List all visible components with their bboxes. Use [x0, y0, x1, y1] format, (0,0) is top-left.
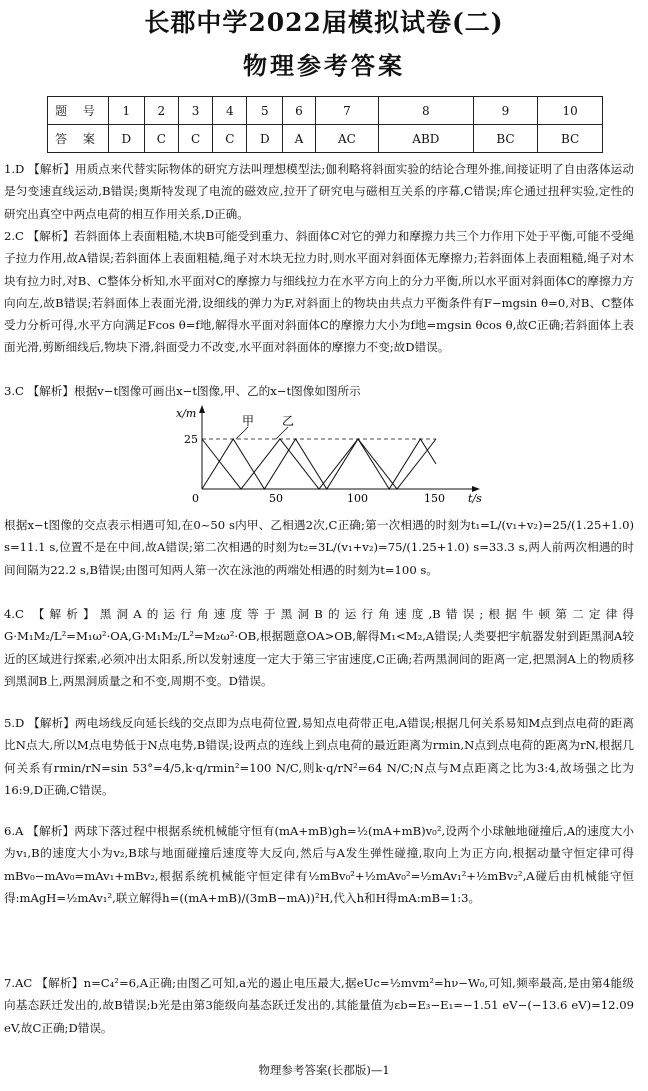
table-cell: 6: [283, 97, 316, 125]
answer-table: [47, 96, 603, 153]
table-cell: 9: [473, 97, 538, 125]
table-cell: A: [283, 125, 316, 153]
table-cell: 1: [109, 97, 145, 125]
series-label-yi: 乙: [282, 414, 295, 428]
series-pointer: [236, 427, 248, 439]
graph-series: [202, 439, 436, 489]
table-cell: C: [213, 125, 247, 153]
page-footer: 物理参考答案(长郡版)—1: [258, 1063, 390, 1077]
table-cell: 5: [247, 97, 283, 125]
solution-4: 4.C 【解析】黑洞A的运行角速度等于黑洞B的运行角速度,B错误;根据牛顿第二定律得G·M₁M₂/L²=M₁ω²·OA,G·M₁M₂/L²=M₂ω²·OB,根据题意OA>OB,解得M₁<M₂,A错误;人类要把宇航器发射到距黑洞A较近的区域进行探索,必须冲出太阳系,所以发射速度一定大于第三宇宙速度,C正确;若两黑洞间的距离一定,把黑洞A上的物质移到黑洞B上,两黑洞质量之和不变,周期不变。D错误。: [4, 607, 634, 688]
y-axis-label: x/m: [176, 407, 197, 420]
table-cell: 4: [213, 97, 247, 125]
table-cell: D: [247, 125, 283, 153]
solution-3-intro: 3.C 【解析】根据v−t图像可画出x−t图像,甲、乙的x−t图像如图所示: [4, 384, 361, 398]
solution-3-body: 根据x−t图像的交点表示相遇可知,在0~50 s内甲、乙相遇2次,C正确;第一次相遇的时刻为t₁=L/(v₁+v₂)=25/(1.25+1.0) s=11.1 s,位置不是在中间,故A错误;第二次相遇的时刻为t₂=3L/(v₁+v₂)=75/(1.25+1.0) s=33.3 s,两人前两次相遇的时间间隔为22.2 s,B错误;由图可知两人第一次在泳池的两端处相遇的时刻为t=100 s。: [4, 518, 634, 577]
series-line-jia: [202, 439, 436, 489]
row-label-number: 题 号: [48, 97, 109, 125]
page-title: 长郡中学2022届模拟试卷(二): [144, 8, 504, 37]
table-cell: ABD: [379, 125, 474, 153]
table-cell: BC: [473, 125, 538, 153]
solution-5: 5.D 【解析】两电场线反向延长线的交点即为点电荷位置,易知点电荷带正电,A错误;根据几何关系易知M点到点电荷的距离比N点大,所以M点电势低于N点电势,B错误;设两点的连线上到点电荷的最近距离为rmin,N点到点电荷的距离为rN,根据几何关系有rmin/rN=sin 53°=4/5,k·q/rmin²=100 N/C,则k·q/rN²=64 N/C;N点与M点距离之比为3:4,故场强之比为16:9,D正确,C错误。: [4, 716, 634, 797]
table-cell: 2: [144, 97, 178, 125]
table-cell: C: [178, 125, 212, 153]
solution-7: 7.AC 【解析】n=C₄²=6,A正确;由图乙可知,a光的遏止电压最大,据eUc=½mvm²=hν−W₀,可知,频率最高,是由第4能级向基态跃迁发出的,故B错误;b光是由第3能级向基态跃迁发出的,其能量值为εb=E₃−E₁=−1.51 eV−(−13.6 eV)=12.09 eV,故C正确;D错误。: [4, 976, 634, 1035]
table-cell: BC: [538, 125, 603, 153]
series-line-yi: [202, 439, 436, 489]
solution-6: 6.A 【解析】两球下落过程中根据系统机械能守恒有(mA+mB)gh=½(mA+mB)v₀²,设两个小球触地碰撞后,A的速度大小为v₁,B的速度大小为v₂,B球与地面碰撞后速度等大反向,然后与A发生弹性碰撞,取向上为正方向,根据动量守恒定律可得mBv₀−mAv₀=mAv₁+mBv₂,根据系统机械能守恒定律有½mBv₀²+½mAv₀²=½mAv₁²+½mBv₂²,A碰后由机械能守恒得:mAgH=½mAv₁²,联立解得h=((mA+mB)/(3mB−mA))²H,代入h和H得mA:mB=1:3。: [4, 824, 634, 905]
table-row-numbers: [48, 97, 603, 125]
solution-1: 1.D 【解析】用质点来代替实际物体的研究方法叫理想模型法;伽利略将斜面实验的结论合理外推,间接证明了自由落体运动是匀变速直线运动,B错误;奥斯特发现了电流的磁效应,拉开了研究电与磁相互关系的序幕,C错误;库仑通过扭秤实验,定性的研究出真空中两点电荷的相互作用关系,D正确。: [4, 162, 634, 221]
row-label-answer: 答 案: [48, 125, 109, 153]
x-tick-label: 150: [424, 492, 445, 505]
table-cell: 3: [178, 97, 212, 125]
table-cell: AC: [315, 125, 378, 153]
table-cell: D: [109, 125, 145, 153]
x-t-graph: [166, 405, 496, 505]
table-row-answers: [48, 125, 603, 153]
table-cell: C: [144, 125, 178, 153]
series-label-jia: 甲: [242, 414, 255, 428]
x-tick-label: 100: [347, 492, 368, 505]
x-axis-label: t/s: [468, 492, 482, 505]
origin-label: 0: [192, 492, 199, 505]
y-tick-label: 25: [184, 433, 198, 446]
table-cell: 8: [379, 97, 474, 125]
series-pointer: [276, 427, 288, 439]
x-tick-label: 50: [269, 492, 283, 505]
page-subtitle: 物理参考答案: [243, 52, 405, 80]
solution-2: 2.C 【解析】若斜面体上表面粗糙,木块B可能受到重力、斜面体C对它的弹力和摩擦力共三个力作用下处于平衡,可能不受绳子拉力作用,故A错误;若斜面体上表面粗糙,绳子对木块无拉力时,则水平面对斜面体无摩擦力;若斜面体上表面粗糙,绳子对木块有拉力时,对B、C整体分析知,水平面对C的摩擦力与细线拉力在水平方向上的分力平衡,所以水平面对斜面体C的摩擦力方向向左,故B错误;若斜面体上表面光滑,设细线的弹力为F,对斜面上的物块由共点力平衡条件有F−mgsin θ=0,对B、C整体受力分析可得,水平方向满足Fcos θ=f地,解得水平面对斜面体C的摩擦力大小为f地=mgsin θcos θ,故C正确;若斜面体上表面光滑,剪断细线后,物块下滑,斜面受力不改变,水平面对斜面体的摩擦力不变;故D错误。: [4, 229, 634, 355]
y-axis-arrow: [199, 405, 205, 413]
table-cell: 10: [538, 97, 603, 125]
table-cell: 7: [315, 97, 378, 125]
